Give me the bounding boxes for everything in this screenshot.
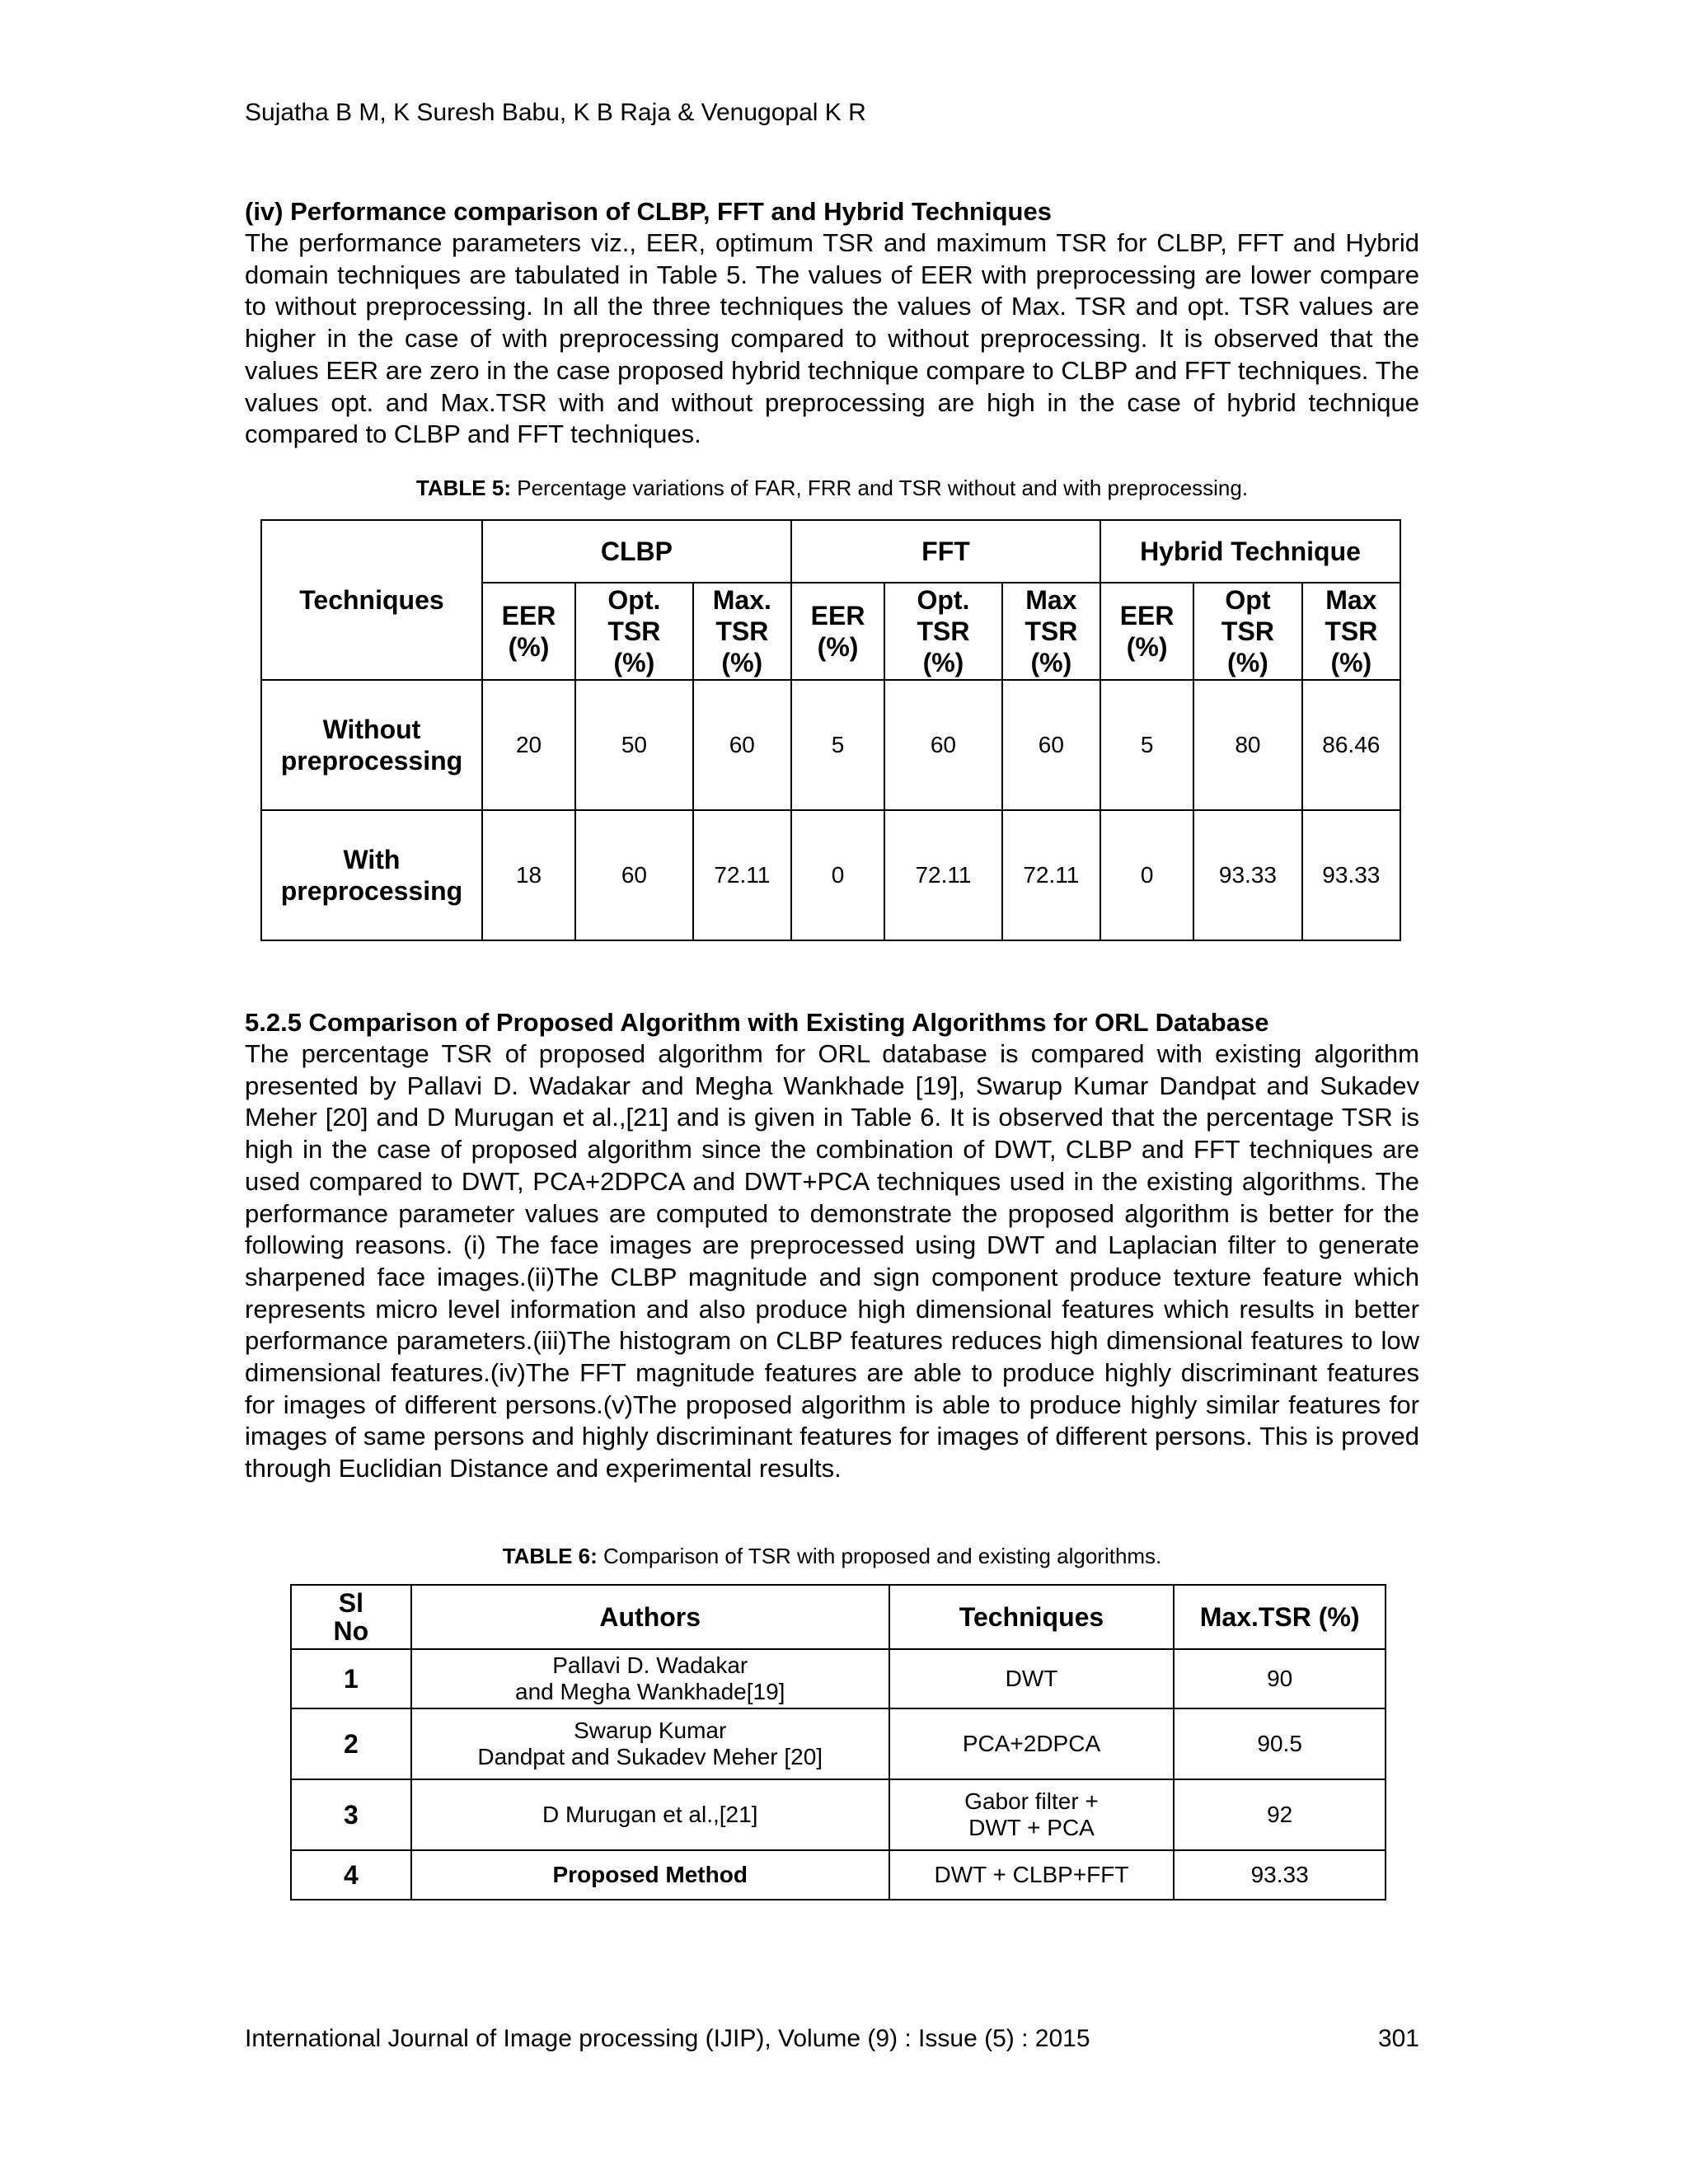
table-6 <box>290 1584 1386 1900</box>
table6-techniques-header: Techniques <box>889 1585 1175 1649</box>
table5-cell: 72.11 <box>884 810 1002 940</box>
table5-cell: 60 <box>693 680 791 810</box>
table5-group-header: Hybrid Technique <box>1100 520 1400 583</box>
table6-caption-label: TABLE 6: <box>502 1544 598 1568</box>
table5-row-label: With preprocessing <box>261 810 482 940</box>
table6-maxtsr-header: Max.TSR (%) <box>1174 1585 1386 1649</box>
section-iv-paragraph: The performance parameters viz., EER, optimum TSR and maximum TSR for CLBP, FFT and Hybrid domain techniques are tabulated in Table 5. The values of EER with preprocessing are lower compare to without preprocessing. In all the three techniques the values of Max. TSR and opt. TSR values are higher in the case of with preprocessing compared to without preprocessing. It is observed that the values EER are zero in the case proposed hybrid technique compare to CLBP and FFT techniques. The values opt. and Max.TSR with and without preprocessing are high in the case of hybrid technique compared to CLBP and FFT techniques. <box>245 228 1419 449</box>
table5-group-header-row <box>261 520 1400 583</box>
table6-sl-header: Sl No <box>291 1585 411 1649</box>
table5-sub-header: Max. TSR (%) <box>693 583 791 680</box>
table5-cell: 60 <box>884 680 1002 810</box>
table5-sub-header: EER (%) <box>1100 583 1193 680</box>
table5-sub-header: EER (%) <box>482 583 575 680</box>
table5-sub-header: Max TSR (%) <box>1002 583 1100 680</box>
table5-sub-header: Opt TSR (%) <box>1193 583 1301 680</box>
section-525-title: 5.2.5 Comparison of Proposed Algorithm with Existing Algorithms for ORL Database <box>245 1008 1269 1037</box>
table6-sl: 3 <box>291 1779 411 1850</box>
table6-maxtsr: 90 <box>1174 1649 1386 1708</box>
table5-row-with <box>261 810 1400 940</box>
table5-caption-label: TABLE 5: <box>415 476 511 500</box>
table6-header-row <box>291 1585 1386 1649</box>
table5-cell: 0 <box>1100 810 1193 940</box>
page-footer <box>245 2023 1419 2055</box>
table6-authors: Proposed Method <box>411 1850 889 1900</box>
table6-sl: 4 <box>291 1850 411 1900</box>
table6-maxtsr: 92 <box>1174 1779 1386 1850</box>
section-525 <box>245 1007 1419 1485</box>
page-number: 301 <box>1377 2025 1419 2052</box>
table5-row-label: Without preprocessing <box>261 680 482 810</box>
table5-caption-text: Percentage variations of FAR, FRR and TSR without and with preprocessing. <box>511 476 1249 500</box>
table5-cell: 60 <box>1002 680 1100 810</box>
table6-authors: Pallavi D. Wadakar and Megha Wankhade[19] <box>411 1649 889 1708</box>
table5-cell: 93.33 <box>1193 810 1301 940</box>
table6-authors: D Murugan et al.,[21] <box>411 1779 889 1850</box>
table5-techniques-header: Techniques <box>261 520 482 680</box>
table5-sub-header: Max TSR (%) <box>1302 583 1400 680</box>
table5-sub-header: Opt. TSR (%) <box>884 583 1002 680</box>
table5-cell: 86.46 <box>1302 680 1400 810</box>
table6-technique: DWT + CLBP+FFT <box>889 1850 1175 1900</box>
table5-group-header: CLBP <box>482 520 791 583</box>
table6-caption-text: Comparison of TSR with proposed and existing algorithms. <box>597 1544 1162 1568</box>
table6-technique: PCA+2DPCA <box>889 1708 1175 1779</box>
table6-technique: DWT <box>889 1649 1175 1708</box>
table5-cell: 50 <box>575 680 693 810</box>
table6-authors: Swarup Kumar Dandpat and Sukadev Meher [20] <box>411 1708 889 1779</box>
table5-caption <box>245 475 1419 501</box>
table5-cell: 0 <box>791 810 884 940</box>
section-iv-title: (iv) Performance comparison of CLBP, FFT and Hybrid Techniques <box>245 197 1052 226</box>
table5-group-header: FFT <box>791 520 1100 583</box>
table6-row <box>291 1708 1386 1779</box>
table5-sub-header: Opt. TSR (%) <box>575 583 693 680</box>
section-iv <box>245 196 1419 451</box>
table5-cell: 72.11 <box>1002 810 1100 940</box>
table6-sl: 1 <box>291 1649 411 1708</box>
table5-cell: 18 <box>482 810 575 940</box>
table5-row-without <box>261 680 1400 810</box>
table5-cell: 60 <box>575 810 693 940</box>
table5-cell: 72.11 <box>693 810 791 940</box>
journal-citation: International Journal of Image processing (IJIP), Volume (9) : Issue (5) : 2015 <box>245 2025 1090 2052</box>
table5-sub-header: EER (%) <box>791 583 884 680</box>
table6-caption <box>245 1543 1419 1569</box>
table5-cell: 20 <box>482 680 575 810</box>
running-header: Sujatha B M, K Suresh Babu, K B Raja & Venugopal K R <box>245 99 866 126</box>
table5-cell: 5 <box>791 680 884 810</box>
table5-cell: 93.33 <box>1302 810 1400 940</box>
table6-technique: Gabor filter + DWT + PCA <box>889 1779 1175 1850</box>
table6-row <box>291 1850 1386 1900</box>
section-525-paragraph: The percentage TSR of proposed algorithm for ORL database is compared with existing algorithm presented by Pallavi D. Wadakar and Megha Wankhade [19], Swarup Kumar Dandpat and Sukadev Meher [20] and D Murugan et al.,[21] and is given in Table 6. It is observed that the percentage TSR is high in the case of proposed algorithm since the combination of DWT, CLBP and FFT techniques are used compared to DWT, PCA+2DPCA and DWT+PCA techniques used in the existing algorithms. The performance parameter values are computed to demonstrate the proposed algorithm is better for the following reasons. (i) The face images are preprocessed using DWT and Laplacian filter to generate sharpened face images.(ii)The CLBP magnitude and sign component produce texture feature which represents micro level information and also produce high dimensional features which results in better performance parameters.(iii)The histogram on CLBP features reduces high dimensional features to low dimensional features.(iv)The FFT magnitude features are able to produce highly discriminant features for images of different persons.(v)The proposed algorithm is able to produce highly similar features for images of same persons and highly discriminant features for images of different persons. This is proved through Euclidian Distance and experimental results. <box>245 1039 1419 1483</box>
table6-authors-header: Authors <box>411 1585 889 1649</box>
table6-row <box>291 1649 1386 1708</box>
table6-row <box>291 1779 1386 1850</box>
table6-sl: 2 <box>291 1708 411 1779</box>
table6-maxtsr: 90.5 <box>1174 1708 1386 1779</box>
table5-cell: 80 <box>1193 680 1301 810</box>
table6-maxtsr: 93.33 <box>1174 1850 1386 1900</box>
table5-cell: 5 <box>1100 680 1193 810</box>
table-5 <box>260 519 1401 941</box>
